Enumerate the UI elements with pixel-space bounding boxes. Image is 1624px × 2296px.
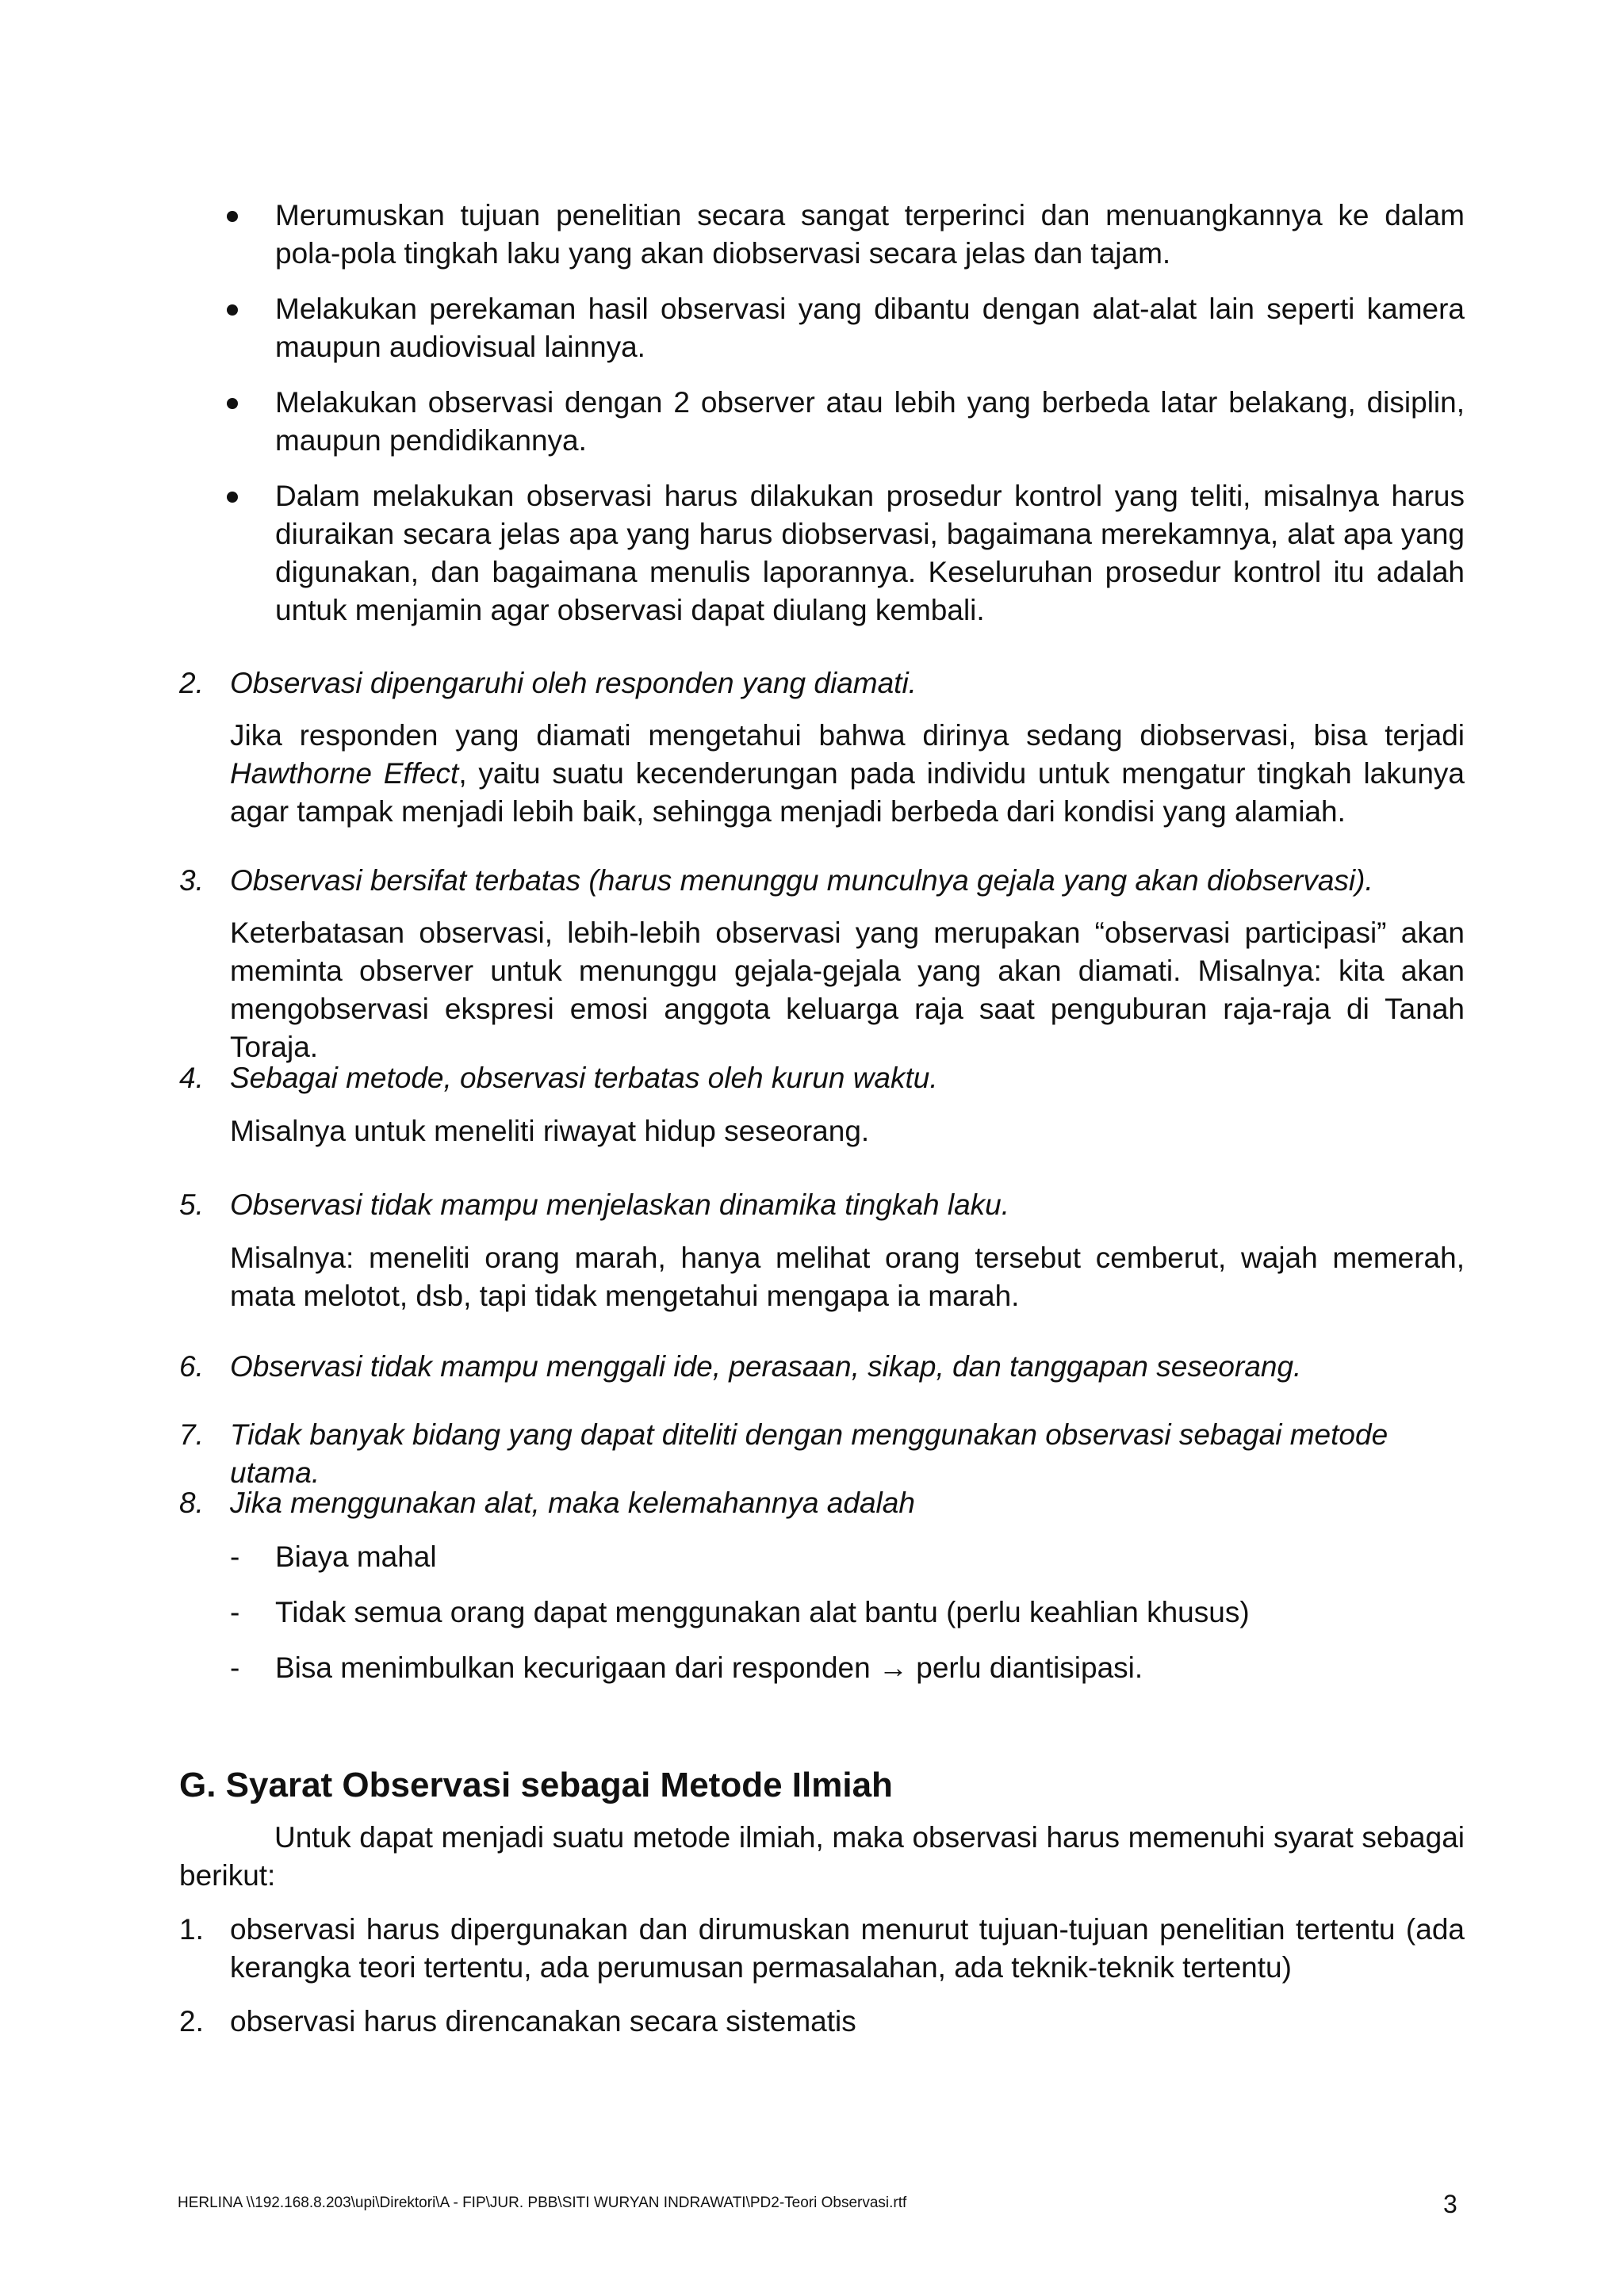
section-heading: G. Syarat Observasi sebagai Metode Ilmiah [179,1766,893,1804]
bullet-icon [227,492,238,503]
dash-item: Tidak semua orang dapat menggunakan alat bantu (perlu keahlian khusus) [275,1596,1250,1628]
list-item: observasi harus direncanakan secara sistematis [230,2005,856,2038]
section-intro: Untuk dapat menjadi suatu metode ilmiah, maka observasi harus memenuhi syarat sebagai berikut: [179,1821,1465,1892]
list-item-title: Tidak banyak bidang yang dapat diteliti dengan menggunakan observasi sebagai metode utama. [230,1418,1388,1489]
bullet-item: Dalam melakukan observasi harus dilakukan prosedur kontrol yang teliti, misalnya harus diuraikan secara jelas apa yang harus diobservasi, bagaimana merekamnya, alat apa yang digunakan, dan bagaimana menulis laporannya. Keseluruhan prosedur kontrol itu adalah untuk menjamin agar observasi dapat diulang kembali. [275,480,1465,626]
footer-path: HERLINA \\192.168.8.203\upi\Direktori\A - FIP\JUR. PBB\SITI WURYAN INDRAWATI\PD2-Teori Observasi.rtf [178,2195,907,2211]
list-item-title: Observasi tidak mampu menggali ide, perasaan, sikap, dan tanggapan seseorang. [230,1350,1302,1383]
bullet-icon [227,211,238,222]
dash-marker: - [230,1596,240,1628]
list-item-title: Sebagai metode, observasi terbatas oleh kurun waktu. [230,1062,938,1094]
bullet-item: Melakukan perekaman hasil observasi yang dibantu dengan alat-alat lain seperti kamera maupun audiovisual lainnya. [275,293,1465,363]
bullet-item: Merumuskan tujuan penelitian secara sangat terperinci dan menuangkannya ke dalam pola-pola tingkah laku yang akan diobservasi secara jelas dan tajam. [275,199,1465,270]
list-item-title: Observasi bersifat terbatas (harus menunggu munculnya gejala yang akan diobservasi). [230,864,1373,897]
list-item-title: Observasi dipengaruhi oleh responden yang diamati. [230,667,917,699]
page-number: 3 [1443,2190,1457,2218]
list-number: 1. [179,1913,204,1946]
list-number: 8. [179,1487,204,1519]
list-item-body: Misalnya: meneliti orang marah, hanya melihat orang tersebut cemberut, wajah memerah, mata melotot, dsb, tapi tidak mengetahui mengapa ia marah. [230,1242,1465,1312]
list-item: observasi harus dipergunakan dan dirumuskan menurut tujuan-tujuan penelitian tertentu (ada kerangka teori tertentu, ada perumusan permasalahan, ada teknik-teknik tertentu) [230,1913,1465,1984]
list-number: 5. [179,1188,204,1221]
list-number: 2. [179,2005,204,2038]
bullet-item: Melakukan observasi dengan 2 observer atau lebih yang berbeda latar belakang, disiplin, maupun pendidikannya. [275,386,1465,457]
list-item-title: Observasi tidak mampu menjelaskan dinamika tingkah laku. [230,1188,1010,1221]
dash-marker: - [230,1540,240,1573]
list-item-body: Misalnya untuk meneliti riwayat hidup seseorang. [230,1115,870,1147]
dash-item: Bisa menimbulkan kecurigaan dari responden → perlu diantisipasi. [275,1651,1143,1684]
list-number: 3. [179,864,204,897]
list-number: 6. [179,1350,204,1383]
dash-marker: - [230,1651,240,1684]
list-item-body: Jika responden yang diamati mengetahui bahwa dirinya sedang diobservasi, bisa terjadi Hawthorne Effect, yaitu suatu kecenderungan pada individu untuk mengatur tingkah lakunya agar tampak menjadi lebih baik, sehingga menjadi berbeda dari kondisi yang alamiah. [230,719,1465,828]
list-number: 2. [179,667,204,699]
emphasis-term: Hawthorne Effect [230,757,459,790]
list-number: 4. [179,1062,204,1094]
list-item-title: Jika menggunakan alat, maka kelemahannya adalah [230,1487,915,1519]
bullet-icon [227,398,238,409]
bullet-icon [227,304,238,316]
list-number: 7. [179,1418,204,1451]
arrow-right-icon: → [879,1651,908,1684]
list-item-body: Keterbatasan observasi, lebih-lebih observasi yang merupakan “observasi participasi” akan meminta observer untuk menunggu gejala-gejala yang akan diamati. Misalnya: kita akan mengobservasi ekspresi emosi anggota keluarga raja saat penguburan raja-raja di Tanah Toraja. [230,916,1465,1063]
dash-item: Biaya mahal [275,1540,437,1573]
